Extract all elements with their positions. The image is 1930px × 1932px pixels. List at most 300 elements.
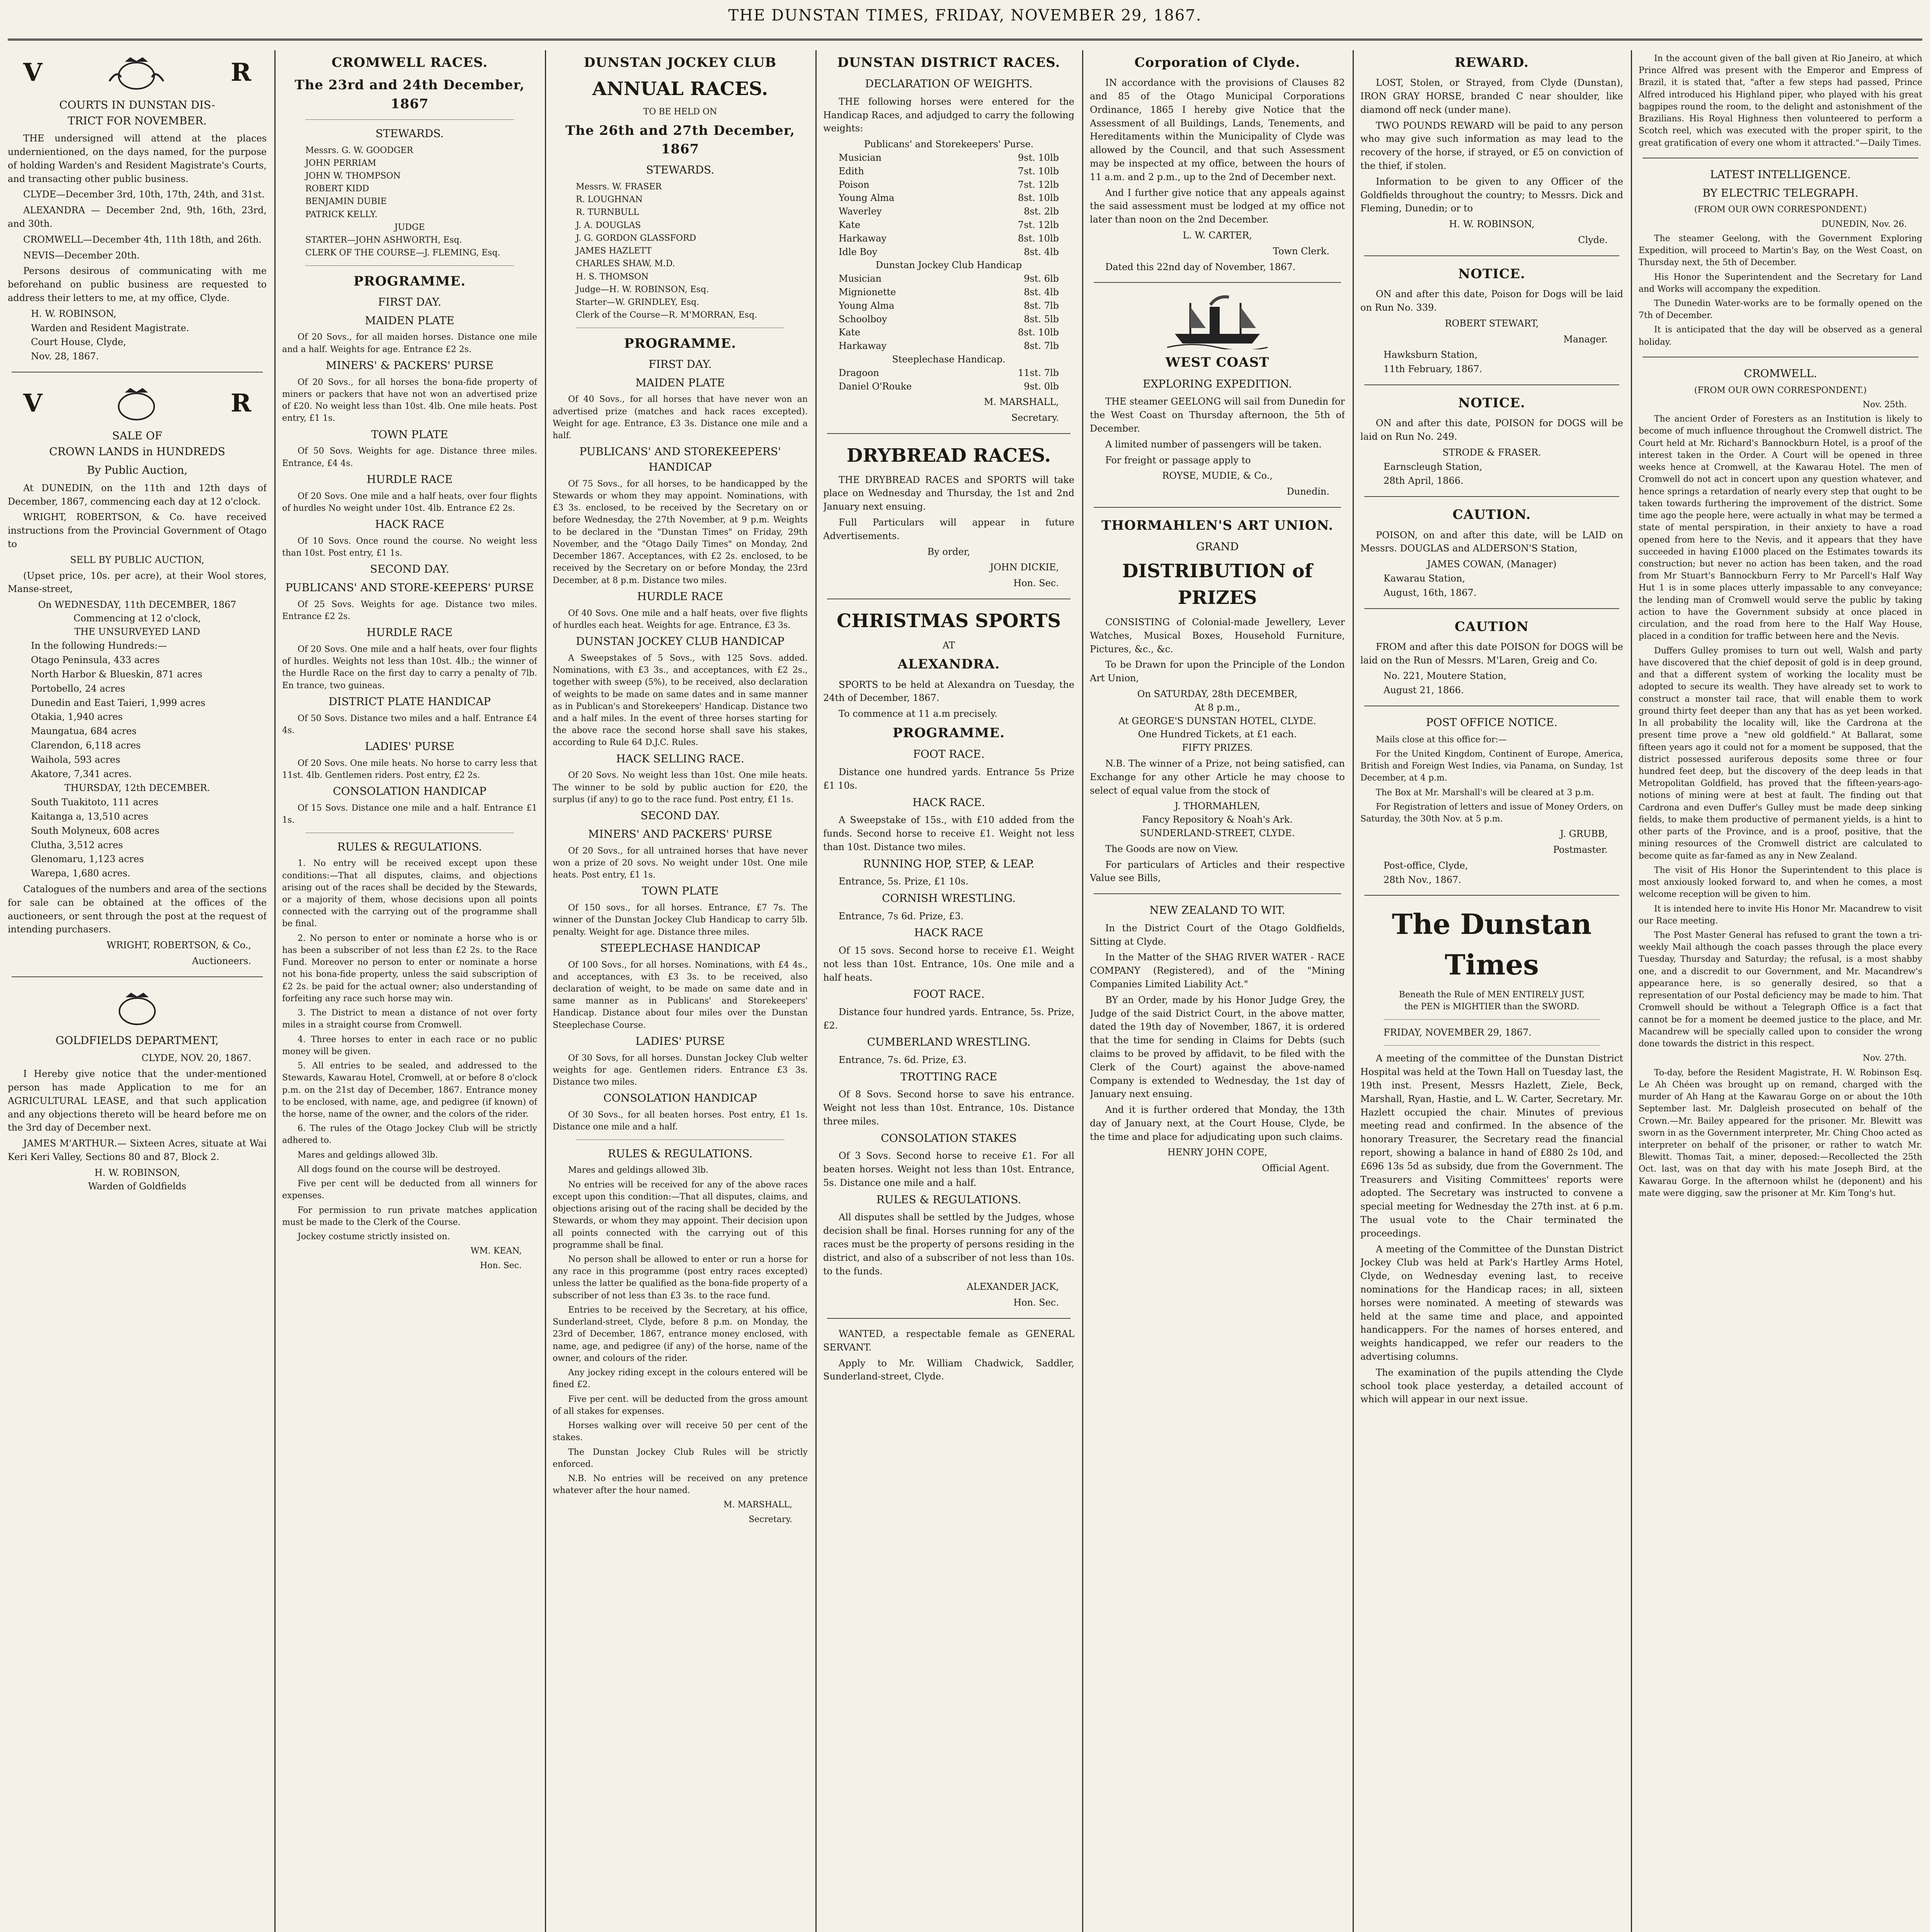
rule-item: 3. The District to mean a distance of not over forty miles in a straight course from Cromwell.: [282, 1008, 537, 1030]
westcoast-subtitle: EXPLORING EXPEDITION.: [1142, 377, 1292, 390]
signature: H. W. ROBINSON,: [1449, 219, 1535, 230]
post-office-box: The Box at Mr. Marshall's will be cleared at 3 p.m.: [1376, 787, 1594, 798]
corporation-body-2: And I further give notice that any appeals against the said assessment must be lodged at my office not later than noon on the 2nd December.: [1090, 187, 1345, 225]
cromwell-races-dates: The 23rd and 24th December, 1867: [294, 77, 525, 112]
telegraph-heading: BY ELECTRIC TELEGRAPH.: [1702, 186, 1859, 199]
signature: STRODE & FRASER.: [1442, 447, 1541, 458]
rules-heading: RULES & REGULATIONS.: [337, 840, 482, 853]
notice-date: 28th April, 1866.: [1384, 475, 1464, 486]
horse-name: Kate: [839, 219, 861, 231]
signature-place: Clyde.: [1578, 235, 1608, 246]
court-notice-further: And it is further ordered that Monday, the 13th day of January next, at the Court House, Clyde, be the time and place for adjudicating upon such claims.: [1090, 1104, 1345, 1142]
courts-line: CLYDE—December 3rd, 10th, 17th, 24th, and 31st.: [23, 189, 265, 200]
programme-heading: PROGRAMME.: [353, 273, 466, 289]
art-union-street: SUNDERLAND-STREET, CLYDE.: [1140, 827, 1295, 838]
event-heading: CORNISH WRESTLING.: [882, 891, 1016, 905]
goldfields-title: GOLDFIELDS DEPARTMENT,: [55, 1034, 219, 1047]
day-heading: FIRST DAY.: [648, 357, 712, 371]
separator: [827, 433, 1071, 434]
race-heading: DISTRICT PLATE HANDICAP: [328, 695, 491, 708]
weight-row: [823, 178, 1074, 192]
crest-letter-v: V: [23, 58, 43, 87]
crest-letter-v: V: [23, 388, 43, 418]
starter: STARTER—JOHN ASHWORTH, Esq.: [305, 235, 462, 245]
dateline: Nov. 25th.: [1862, 400, 1907, 410]
separator: [1094, 893, 1341, 894]
drybread-title: DRYBREAD RACES.: [846, 445, 1051, 467]
column-rule: [1082, 50, 1083, 1932]
weight-row: [823, 339, 1074, 353]
horse-weight: 8st. 4lb: [1024, 246, 1059, 257]
horse-weight: 11st. 7lb: [1018, 367, 1059, 378]
column-rule: [1631, 50, 1632, 1932]
race-conditions: Of 40 Sovs. One mile and a half heats, over five flights of hurdles each heat. Weights for age. Entrance, £3 3s.: [553, 608, 808, 630]
horse-weight: 8st. 10lb: [1018, 233, 1059, 244]
event-heading: TROTTING RACE: [900, 1070, 997, 1083]
race-conditions: Of 20 Sovs., for all maiden horses. Distance one mile and a half. Weights for age. Entrance £2 2s.: [282, 332, 537, 354]
horse-name: Edith: [839, 165, 864, 177]
horse-weight: 9st. 0lb: [1024, 381, 1059, 392]
separator: [1364, 895, 1619, 896]
hospital-report: A meeting of the committee of the Dunstan District Hospital was held at the Town Hall on Tuesday last, the 19th inst. Present, Messrs Hazlett, Ziele, Beck, Marshall, Ryan, Hastie, and L. W. Carter, Secretary. Mr. Hazlett occupied the chair. Minutes of previous meeting read and confirmed. In the absence of the honorary Treasurer, the Secretary read the financial report, showing a balance in hand of £880 2s 10d, and £696 13s 5d as subsidy, due from the Government. The Treasurers and Visiting Committees' reports were adopted. The Secretary was instructed to convene a special meeting for Wednesday the 27th inst. at 6 p.m. The usual vote to the Chair terminated the proceedings.: [1360, 1053, 1623, 1239]
signature: ALEXANDER JACK,: [967, 1281, 1059, 1293]
crest-letter-r: R: [230, 388, 251, 418]
corporation-dated: Dated this 22nd day of November, 1867.: [1105, 261, 1296, 272]
event-heading: CONSOLATION STAKES: [881, 1131, 1017, 1145]
hundred-item: South Tuakitoto, 111 acres: [31, 797, 158, 808]
separator: [305, 265, 514, 266]
column-rule: [545, 50, 546, 1932]
signature: ROBERT STEWART,: [1445, 318, 1539, 329]
rule-item: 6. The rules of the Otago Jockey Club will be strictly adhered to.: [282, 1124, 537, 1146]
day-heading: FIRST DAY.: [378, 295, 441, 308]
art-union-nb: N.B. The winner of a Prize, not being satisfied, can Exchange for any other Article he may choose to select of equal value from the stock of: [1090, 758, 1345, 796]
column-3: [553, 50, 808, 1932]
event-body: Of 15 sovs. Second horse to receive £1. Weight not less than 10st. Entrance, 10s. One mile and a half heats.: [823, 945, 1074, 983]
hundred-item: Akatore, 7,341 acres.: [31, 768, 132, 779]
separator: [576, 1139, 785, 1140]
stewards-heading: STEWARDS.: [646, 163, 715, 177]
signature-role: Manager.: [1563, 333, 1608, 345]
race-heading: CONSOLATION HANDICAP: [603, 1092, 757, 1105]
wanted-ad: WANTED, a respectable female as GENERAL SERVANT.: [823, 1328, 1074, 1353]
coat-of-arms-icon: [106, 990, 168, 1027]
race-conditions: Of 40 Sovs., for all horses that have never won an advertised prize (matches and hack races excepted). Weight for age. Entrance, £3 3s. Distance one mile and a half.: [553, 395, 808, 440]
hundred-item: Waihola, 593 acres: [31, 754, 120, 765]
separator: [12, 976, 263, 977]
rule-item: Five per cent will be deducted from all winners for expenses.: [282, 1179, 537, 1201]
rule-item: Mares and geldings allowed 3lb.: [568, 1165, 709, 1175]
coat-of-arms-icon: [106, 54, 167, 91]
reward-body: LOST, Stolen, or Strayed, from Clyde (Dunstan), IRON GRAY HORSE, branded C near shoulder, like diamond off neck (under mane).: [1360, 77, 1623, 115]
handicap-heading: Publicans' and Storekeepers' Purse.: [864, 139, 1034, 150]
rule-item: No entries will be received for any of the above races except upon this condition:—That all disputes, claims, and objections arising out of the racing shall be decided by the Stewards, or whom they may appoint. Their decision upon all points connected with the carrying out of this programme shall be final.: [553, 1180, 808, 1250]
race-heading: MAIDEN PLATE: [635, 376, 725, 389]
rule-item: For permission to run private matches application must be made to the Clerk of the Course.: [282, 1205, 537, 1227]
christmas-body: SPORTS to be held at Alexandra on Tuesday, the 24th of December, 1867.: [823, 679, 1074, 704]
cromwell-item: To-day, before the Resident Magistrate, H. W. Robinson Esq. Le Ah Chéen was brought up on remand, charged with the murder of Ah Hang at the Kawarau Gorge on or about the 10th September last. Mr. Dalgleish prosecuted on behalf of the Crown.—Mr. Bailey appeared for the prisoner. Mr. Blewitt was sworn in as the Government interpreter, Mr. Ching Choo acted as interpreter on behalf of the prisoner, or rather to watch Mr. Blewitt. Thomas Tait, a miner, deposed:—Recollected the 25th Oct. last, was on that day with his mate Joseph Bird, at the Kawarau Gorge. In the afternoon whilst he (deponent) and his mate were digging, saw the prisoner at Mr. Kim Tong's hut.: [1639, 1068, 1922, 1198]
horse-weight: 8st. 7lb: [1024, 340, 1059, 352]
christmas-at: AT: [942, 639, 955, 651]
art-union-prizes: FIFTY PRIZES.: [1182, 742, 1253, 753]
rule-item: Any jockey riding except in the colours entered will be fined £2.: [553, 1368, 808, 1390]
art-union-time: At 8 p.m.,: [1194, 702, 1241, 713]
motto-line-2: the PEN is MIGHTIER than the SWORD.: [1404, 1002, 1579, 1012]
sale-sell: SELL BY PUBLIC AUCTION,: [70, 554, 204, 565]
latest-heading: LATEST INTELLIGENCE.: [1710, 168, 1851, 181]
signature: M. MARSHALL,: [984, 396, 1059, 408]
horse-weight: 8st. 7lb: [1024, 300, 1059, 311]
hundred-item: Dunedin and East Taieri, 1,999 acres: [31, 697, 206, 708]
weight-row: [823, 151, 1074, 165]
race-conditions: Of 75 Sovs., for all horses, to be handicapped by the Stewards or whom they may appoint. Nominations, with £3 3s. enclosed, to be received by the Secretary on or before Wednesday, the 27th November, at 9 p.m. Weights to be declared in the "Dunstan Times" on Friday, 29th November, and the "Otago Daily Times" on Monday, 2nd December 1867. Acceptances, with £2 2s. enclosed, to be received by the Secretary on or before Monday, the 23rd December, at 8 p.m. Distance two miles.: [553, 479, 808, 585]
goldfields-date: CLYDE, NOV. 20, 1867.: [141, 1053, 251, 1064]
hundred-item: Otakia, 1,940 acres: [31, 711, 123, 723]
steward-name: JOHN PERRIAM: [305, 158, 376, 168]
cromwell-item: The ancient Order of Foresters as an Institution is likely to become of much influence throughout the Cromwell district. The Court held at Mr. Richard's Bannockburn Hotel, is a proof of the interest taken in the Order. A Court will be opened in three weeks hence at Cromwell, at the Kawarau Hotel. The men of Cromwell do not act in concert upon any question whatever, and hence springs a retardation of nearly every step that ought to be taken towards furthering the improvement of the district. Some time ago the people here, were actually in what may be termed a state of mental perspiration, in their anxiety to have a road opened from here to the Nevis, and it appears that they have succeeded in having £1000 placed on the Estimates towards its construction; but never no action has been taken, and the road from Mr Stuart's Bannockburn Ferry to Mr Parcell's Half Way Hut 1 is in some places utterly impassable to any conveyance; the lending man of Cromwell would serve the public by taking action to have the Government subsidy at once placed in circulation, and the road from here to the Half Way House, placed in a condition for traffic between here and the Nevis.: [1639, 414, 1922, 641]
westcoast-apply: For freight or passage apply to: [1105, 454, 1251, 466]
post-office-intro: Mails close at this office for:—: [1376, 735, 1507, 745]
sale-subtitle: By Public Auction,: [87, 464, 188, 477]
sale-signature: WRIGHT, ROBERTSON, & Co.,: [106, 940, 251, 951]
weights-intro: THE following horses were entered for the Handicap Races, and adjudged to carry the following weights:: [823, 96, 1074, 134]
clerk-of-course: Clerk of the Course—R. M'MORRAN, Esq.: [576, 310, 757, 320]
caution-run: No. 221, Moutere Station,: [1384, 670, 1507, 682]
notice-place: Earnscleugh Station,: [1384, 461, 1482, 472]
signature-role: Hon. Sec.: [1013, 578, 1059, 589]
race-conditions: Of 50 Sovs. Weights for age. Distance three miles. Entrance, £4 4s.: [282, 446, 537, 468]
signature-role: Hon. Sec.: [1013, 1297, 1059, 1308]
westcoast-limited: A limited number of passengers will be taken.: [1105, 439, 1322, 450]
hundred-item: Portobello, 24 acres: [31, 683, 125, 694]
rules-body: All disputes shall be settled by the Judges, whose decision shall be final. Horses running for any of the races must be the property of persons residing in the district, and also of a subscriber of not less than 10s. to the funds.: [823, 1212, 1074, 1277]
hundred-item: Kaitanga a, 13,510 acres: [31, 811, 148, 822]
rule-item: Jockey costume strictly insisted on.: [298, 1232, 450, 1242]
column-rule: [1353, 50, 1354, 1932]
column-6: [1360, 50, 1623, 1932]
goldfields-role: Warden of Goldfields: [88, 1180, 187, 1192]
weight-row: [823, 165, 1074, 178]
sale-catalogues: Catalogues of the numbers and area of the sections for sale can be obtained at the offices of the auctioneers, or sent through the post at the request of intending purchasers.: [8, 884, 267, 935]
horse-name: Musician: [839, 152, 882, 163]
event-body: Entrance, 7s. 6d. Prize, £3.: [839, 1054, 967, 1066]
day-heading: SECOND DAY.: [370, 563, 449, 576]
steward-name: R. TURNBULL: [576, 207, 639, 218]
art-union-body: CONSISTING of Colonial-made Jewellery, Lever Watches, Musical Boxes, Household Furniture, Pictures, &c., &c.: [1090, 617, 1345, 655]
rules-heading: RULES & REGULATIONS.: [876, 1193, 1021, 1206]
art-union-place: At GEORGE'S DUNSTAN HOTEL, CLYDE.: [1118, 715, 1316, 726]
race-conditions: Of 30 Sovs., for all beaten horses. Post entry, £1 1s. Distance one mile and a half.: [553, 1110, 808, 1132]
weight-row: [823, 380, 1074, 393]
signature: ROYSE, MUDIE, & Co.,: [1162, 470, 1273, 481]
hundred-item: Glenomaru, 1,123 acres: [31, 854, 144, 865]
cromwell-item: The Post Master General has refused to grant the town a tri-weekly Mail although the coach passes through the place every Tuesday, Thursday and Saturday; the refusal, is a most shabby one, and a discredit to our Government, and Mr. Macandrew's appearance here, is so generally desired, so that a representation of our Postal deficiency may be made to him. That Cromwell should be without a Telegraph Office is a fact that cannot be for a moment be deemed justice to the place, and Mr. Macandrew will be specially called upon to consider the wrong done towards the district in this respect.: [1639, 930, 1922, 1049]
sale-day-2: THURSDAY, 12th DECEMBER.: [64, 782, 210, 794]
reward-title: REWARD.: [1455, 55, 1529, 70]
rule-item: Five per cent. will be deducted from the gross amount of all stakes for expenses.: [553, 1394, 808, 1416]
weight-row: [823, 205, 1074, 218]
race-conditions: Of 20 Sovs. No weight less than 10st. One mile heats. The winner to be sold by public auction for £20, the surplus (if any) to go to the race fund. Post entry, £1 1s.: [553, 770, 808, 804]
goldfields-applicant: JAMES M'ARTHUR.— Sixteen Acres, situate at Wai Keri Keri Valley, Sections 80 and 87, Block 2.: [8, 1138, 267, 1162]
weight-row: [823, 326, 1074, 339]
crest-letter-r: R: [230, 58, 251, 87]
separator: [827, 1318, 1071, 1319]
courts-line: NEVIS—December 20th.: [23, 250, 140, 261]
westcoast-title: WEST COAST: [1165, 355, 1270, 371]
drybread-order: By order,: [927, 546, 970, 557]
race-heading: TOWN PLATE: [642, 884, 719, 898]
art-union-view: The Goods are now on View.: [1105, 843, 1239, 854]
signature-role: Secretary.: [1011, 412, 1059, 423]
race-conditions: Of 100 Sovs., for all horses. Nominations, with £4 4s., and acceptances, with £3 3s. to be received, also declaration of weight, to be made on same date and in same manner as in Publicans' and Storekeepers' Handicap. Distance about four miles over the Dunstan Steeplechase Course.: [553, 960, 808, 1030]
horse-name: Harkaway: [839, 233, 887, 244]
notice-heading: NOTICE.: [1458, 395, 1525, 411]
art-union-shop: Fancy Repository & Noah's Ark.: [1142, 814, 1293, 825]
notice-place: Hawksburn Station,: [1384, 349, 1478, 361]
horse-name: Schoolboy: [839, 313, 887, 325]
post-office-place: Post-office, Clyde,: [1384, 860, 1468, 871]
art-union-tickets: One Hundred Tickets, at £1 each.: [1138, 729, 1297, 740]
race-conditions: Of 150 sovs., for all horses. Entrance, £7 7s. The winner of the Dunstan Jockey Club Handicap to carry 5lb. penalty. Weight for age. Distance three miles.: [553, 903, 808, 937]
horse-name: Poison: [839, 179, 870, 190]
dateline: DUNEDIN, Nov. 26.: [1821, 219, 1907, 229]
hundred-item: North Harbor & Blueskin, 871 acres: [31, 669, 203, 680]
day-heading: SECOND DAY.: [640, 809, 720, 822]
handicap-heading: Steeplechase Handicap.: [892, 354, 1006, 365]
corporation-title: Corporation of Clyde.: [1134, 55, 1300, 70]
post-office-heading: POST OFFICE NOTICE.: [1426, 716, 1558, 729]
horse-name: Mignionette: [839, 287, 896, 298]
hundred-item: Maungatua, 684 acres: [31, 726, 137, 737]
separator: [305, 119, 514, 120]
steward-name: JOHN W. THOMPSON: [305, 171, 401, 181]
post-office-date: 28th Nov., 1867.: [1384, 874, 1462, 885]
signature: J. THORMAHLEN,: [1174, 801, 1260, 812]
separator: [1094, 282, 1341, 283]
horse-weight: 7st. 12lb: [1018, 219, 1059, 231]
race-conditions: Of 30 Sovs, for all horses. Dunstan Jockey Club welter weights for age. Gentlemen riders. Entrance £3 3s. Distance two miles.: [553, 1053, 808, 1087]
column-5: [1090, 50, 1345, 1932]
signature: M. MARSHALL,: [723, 1500, 792, 1510]
steward-name: BENJAMIN DUBIE: [305, 197, 387, 207]
cromwell-item: Duffers Gulley promises to turn out well, Walsh and party have discovered that the chief deposit of gold is in deep ground, and that a different system of working the locality must be adopted to secure its wealth. They have already set to work to construct a monster tail race, that will enable them to work ground thirty feet deeper than any that has as yet been worked. In all probability the locality will, like the Cardrona at the present time prove a "new old goldfield." At Ballarat, some fifteen years ago it could not for a moment be supposed, that the district possessed auriferous deposits some three or four hundred feet deep, but the discovery of the deep leads in that Metropolitan Goldfield, has proved that the fifteen-years-ago-notions of mining were at best at fault. The finding out that Cardrona and even Duffer's Gulley must be made deep sinking fields, to make them productive of permanent yields, is a hint to other parts of the Province, and is a proof, positive, that the mining resources of the Cromwell district are calculated to become quite as far-famed as any in New Zealand.: [1639, 646, 1922, 861]
horse-name: Waverley: [839, 206, 882, 217]
race-conditions: Of 20 Sovs. One mile and a half heats, over four flights of hurdles. Weights not less than 10st. 4lb.; the winner of the Hurdle Race on the first day to carry a penalty of 7lb. En trance, two guineas.: [282, 644, 537, 690]
cromwell-races-title: CROMWELL RACES.: [331, 55, 488, 70]
courts-place: Court House, Clyde,: [31, 337, 126, 348]
horse-name: Kate: [839, 327, 861, 338]
weights-heading: DECLARATION OF WEIGHTS.: [865, 77, 1033, 90]
telegraph-item: The steamer Geelong, with the Government Exploring Expedition, will proceed to Martin's Bay, on the West Coast, on Thursday next, the 5th of December.: [1639, 233, 1922, 268]
sale-when: At DUNEDIN, on the 11th and 12th days of December, 1867, commencing each day at 12 o'clock.: [8, 482, 267, 507]
court-notice-matter: In the Matter of the SHAG RIVER WATER - RACE COMPANY (Registered), and of the "Mining Companies Limited Liability Act.": [1090, 952, 1345, 990]
horse-name: Idle Boy: [839, 246, 877, 257]
rule-item: All dogs found on the course will be destroyed.: [298, 1164, 500, 1174]
steward-name: J. G. GORDON GLASSFORD: [576, 233, 696, 243]
weight-row: [823, 218, 1074, 232]
weight-row: [823, 191, 1074, 205]
school-exam-report: The examination of the pupils attending the Clyde school took place yesterday, a detailed account of which will appear in our next issue.: [1360, 1367, 1623, 1405]
rule-item: The Dunstan Jockey Club Rules will be strictly enforced.: [553, 1447, 808, 1469]
rule-item: N.B. No entries will be received on any pretence whatever after the hour named.: [553, 1473, 808, 1496]
notice-heading: NOTICE.: [1458, 266, 1525, 282]
signature: HENRY JOHN COPE,: [1167, 1147, 1268, 1158]
event-body: Entrance, 7s 6d. Prize, £3.: [839, 910, 964, 922]
steward-name: CHARLES SHAW, M.D.: [576, 259, 675, 269]
correspondent-note: (FROM OUR OWN CORRESPONDENT.): [1694, 385, 1867, 395]
stewards-heading: STEWARDS.: [375, 127, 444, 140]
hundred-item: Clarendon, 6,118 acres: [31, 740, 141, 751]
royal-crest: [8, 50, 267, 95]
courts-signature: H. W. ROBINSON,: [31, 308, 116, 319]
caution-place: Kawarau Station,: [1384, 573, 1465, 584]
goldfields-body: I Hereby give notice that the under-mentioned person has made Application to me for an AGRICULTURAL LEASE, and that such application and any objections thereto will be heard before me on the 3rd day of December next.: [8, 1068, 267, 1133]
hundred-item: Clutha, 3,512 acres: [31, 839, 123, 850]
weight-row: [823, 232, 1074, 245]
notice-date: 11th February, 1867.: [1384, 364, 1482, 375]
column-4: [823, 50, 1074, 1932]
hundred-item: Warepa, 1,680 acres.: [31, 868, 131, 879]
race-heading: HACK SELLING RACE.: [616, 752, 744, 765]
rule-item: No person shall be allowed to enter or run a horse for any race in this programme (post entry races excepted) unless the latter be qualified as the bona-fide property of a subscriber of not less than £3 3s. to the race fund.: [553, 1255, 808, 1301]
event-heading: RUNNING HOP, STEP, & LEAP.: [863, 857, 1035, 870]
weight-row: [823, 272, 1074, 286]
newspaper-title: The Dunstan Times: [1392, 908, 1592, 981]
courts-line: CROMWELL—December 4th, 11th 18th, and 26th.: [23, 234, 262, 245]
steward-name: JAMES HAZLETT: [576, 246, 652, 256]
signature: JOHN DICKIE,: [990, 562, 1059, 573]
signature-role: Secretary.: [749, 1514, 792, 1524]
horse-weight: 8st. 10lb: [1018, 192, 1059, 204]
court-notice-title: NEW ZEALAND TO WIT.: [1149, 904, 1285, 917]
race-conditions: Of 15 Sovs. Distance one mile and a half. Entrance £1 1s.: [282, 803, 537, 825]
separator: [1094, 507, 1341, 508]
race-conditions: A Sweepstakes of 5 Sovs., with 125 Sovs. added. Nominations, with £3 3s., and acceptances, with £2 2s., together with sweep (5%), to be received, also declaration of weights to be made on same dates and in same manner as in Publican's and Storekeepers' Handicap. Distance two and a half miles. In the event of three horses starting for the above race the second horse shall save his stakes, according to Rule 64 D.J.C. Rules.: [553, 653, 808, 748]
masthead: THE DUNSTAN TIMES, FRIDAY, NOVEMBER 29, 1867.: [728, 7, 1202, 24]
race-heading: MINERS' & PACKERS' PURSE: [325, 359, 494, 372]
event-heading: CUMBERLAND WRESTLING.: [867, 1036, 1031, 1049]
column-rule: [815, 50, 817, 1932]
telegraph-item: It is anticipated that the day will be observed as a general holiday.: [1639, 325, 1922, 347]
signature-role: Hon. Sec.: [480, 1260, 522, 1270]
dateline: Nov. 27th.: [1862, 1053, 1907, 1063]
separator: [1364, 496, 1619, 497]
signature: WM. KEAN,: [470, 1246, 522, 1256]
race-heading: MINERS' AND PACKERS' PURSE: [588, 827, 773, 840]
drybread-body: THE DRYBREAD RACES and SPORTS will take place on Wednesday and Thursday, the 1st and 2nd January next ensuing.: [823, 474, 1074, 512]
sale-price: (Upset price, 10s. per acre), at their Wool stores, Manse-street,: [8, 570, 267, 595]
horse-name: Dragoon: [839, 367, 879, 378]
district-races-title: DUNSTAN DISTRICT RACES.: [837, 55, 1060, 70]
event-heading: FOOT RACE.: [913, 748, 985, 761]
courts-date: Nov. 28, 1867.: [31, 351, 99, 362]
steward-name: PATRICK KELLY.: [305, 209, 378, 219]
race-conditions: Of 50 Sovs. Distance two miles and a half. Entrance £4 4s.: [282, 713, 537, 735]
rule-item: Entries to be received by the Secretary, at his office, Sunderland-street, Clyde, before 8 p.m. on Monday, the 23rd of December, 1867, entrance money enclosed, with name, age, and pedigree (if any) of the horse, name of the owner, and colours of the rider.: [553, 1305, 808, 1363]
column-1: [8, 50, 267, 1932]
cromwell-heading: CROMWELL.: [1744, 367, 1817, 380]
cromwell-item: It is intended here to invite His Honor Mr. Macandrew to visit our Race meeting.: [1639, 904, 1922, 926]
sale-intro: WRIGHT, ROBERTSON, & Co. have received instructions from the Provincial Government of Otago to: [8, 512, 267, 549]
weight-row: [823, 366, 1074, 380]
horse-name: Daniel O'Rouke: [839, 381, 912, 392]
rule-item: 1. No entry will be received except upon these conditions:—That all disputes, claims, and objections arising out of the races shall be decided by the Stewards, or a majority of them, whose decisions upon all points connected with the carrying out of the programme shall be final.: [282, 859, 537, 929]
race-heading: PUBLICANS' AND STOREKEEPERS' HANDICAP: [579, 445, 781, 473]
horse-name: Young Alma: [839, 300, 895, 311]
programme-heading: PROGRAMME.: [624, 335, 737, 351]
horse-weight: 8st. 10lb: [1018, 327, 1059, 338]
steward-name: R. LOUGHNAN: [576, 195, 643, 205]
event-body: Entrance, 5s. Prize, £1 10s.: [839, 876, 968, 887]
horse-weight: 8st. 4lb: [1024, 287, 1059, 298]
djc-title-2: ANNUAL RACES.: [592, 78, 768, 100]
corporation-body: IN accordance with the provisions of Clauses 82 and 85 of the Otago Municipal Corporations Ordinance, 1865 I hereby give Notice that the Assessment of all Buildings, Lands, Tenements, and Hereditaments within the Municipality of Clyde was allowed by the Council, and that such Assessment may be inspected at my office, between the hours of 11 a.m. and 2 p.m., up to the 2nd of December next.: [1090, 77, 1345, 182]
weight-row: [823, 245, 1074, 259]
sale-title: SALE OF CROWN LANDS in HUNDREDS: [49, 429, 225, 458]
hundred-item: Otago Peninsula, 433 acres: [31, 655, 160, 666]
ball-report: In the account given of the ball given at Rio Janeiro, at which Prince Alfred was present with the Emperor and Empress of Brazil, it is stated that, "after a few steps had passed, Prince Alfred introduced his Highland piper, who played with his great bagpipes round the room, to the delight and astonishment of the Brazilians. His Royal Highness then volunteered to perform a Scotch reel, which was executed with the proper spirit, to the great gratification of every one whom it attracted."—Daily Times.: [1639, 54, 1922, 148]
signature-role: Official Agent.: [1262, 1163, 1329, 1174]
westcoast-body: THE steamer GEELONG will sail from Dunedin for the West Coast on Thursday afternoon, the 5th of December.: [1090, 396, 1345, 434]
programme-heading: PROGRAMME.: [892, 725, 1005, 741]
column-2: [282, 50, 537, 1932]
courts-role: Warden and Resident Magistrate.: [31, 322, 189, 333]
column-rule: [274, 50, 276, 1932]
hundred-item: South Molyneux, 608 acres: [31, 825, 160, 836]
horse-weight: 8st. 2lb: [1024, 206, 1059, 217]
christmas-title: CHRISTMAS SPORTS: [836, 610, 1061, 632]
event-heading: HACK RACE.: [912, 796, 985, 809]
reward-body-3: Information to be given to any Officer of the Goldfields throughout the country; to Messrs. Dick and Fleming, Dunedin; or to: [1360, 176, 1623, 214]
horse-weight: 7st. 12lb: [1018, 179, 1059, 190]
race-conditions: Of 20 Sovs. One mile and a half heats, over four flights of hurdles No weight under 10st. 4lb. Entrance £2 2s.: [282, 491, 537, 513]
horse-name: Musician: [839, 273, 882, 284]
weight-row: [823, 313, 1074, 326]
event-body: Distance four hundred yards. Entrance, 5s. Prize, £2.: [823, 1006, 1074, 1031]
race-conditions: Of 20 Sovs., for all horses the bona-fide property of miners or packers that have not won an advertised prize of £20. No weight less than 10st. 4lb. One mile heats. Post entry, £1 1s.: [282, 377, 537, 423]
horse-name: Harkaway: [839, 340, 887, 352]
caution-date: August 21, 1866.: [1384, 685, 1464, 696]
motto-line-1: Beneath the Rule of MEN ENTIRELY JUST,: [1399, 990, 1585, 1000]
masthead-rule: [8, 39, 1922, 41]
signature-role: Postmaster.: [1553, 844, 1608, 855]
starter: Starter—W. GRINDLEY, Esq.: [576, 298, 699, 308]
sale-day-1: On WEDNESDAY, 11th DECEMBER, 1867: [38, 599, 237, 611]
royal-crest: [8, 986, 267, 1031]
reward-body-2: TWO POUNDS REWARD will be paid to any person who may give such information as may lead to the recovery of the horse, if strayed, or £5 on conviction of the thief, if stolen.: [1360, 120, 1623, 172]
event-body: Distance one hundred yards. Entrance 5s Prize £1 10s.: [823, 766, 1074, 791]
event-heading: FOOT RACE.: [913, 988, 985, 1001]
horse-weight: 9st. 10lb: [1018, 152, 1059, 163]
judge-heading: JUDGE: [394, 222, 425, 232]
caution-body: POISON, on and after this date, will be LAID on Messrs. DOUGLAS and ALDERSON'S Station,: [1360, 529, 1623, 554]
race-heading: DUNSTAN JOCKEY CLUB HANDICAP: [576, 635, 785, 648]
separator: [1384, 1045, 1600, 1046]
signature: J. GRUBB,: [1560, 828, 1608, 840]
wanted-apply: Apply to Mr. William Chadwick, Saddler, Sunderland-street, Clyde.: [823, 1357, 1074, 1382]
race-heading: MAIDEN PLATE: [365, 314, 454, 327]
race-conditions: Of 10 Sovs. Once round the course. No weight less than 10st. Post entry, £1 1s.: [282, 536, 537, 558]
courts-intro: THE undersigned will attend at the places undernientioned, on the days named, for the purpose of holding Warden's and Resident Magistrate's Courts, and transacting other public business.: [8, 133, 267, 184]
race-heading: LADIES' PURSE: [635, 1034, 725, 1048]
weight-row: [823, 299, 1074, 313]
art-union-particulars: For particulars of Articles and their respective Value see Bills,: [1090, 859, 1345, 884]
signature-role: Town Clerk.: [1273, 245, 1329, 257]
separator: [1384, 1019, 1600, 1020]
separator: [1364, 608, 1619, 609]
race-heading: CONSOLATION HANDICAP: [333, 785, 487, 798]
post-office-registration: For Registration of letters and issue of Money Orders, on Saturday, the 30th Nov. at 5 p.m.: [1360, 802, 1623, 824]
